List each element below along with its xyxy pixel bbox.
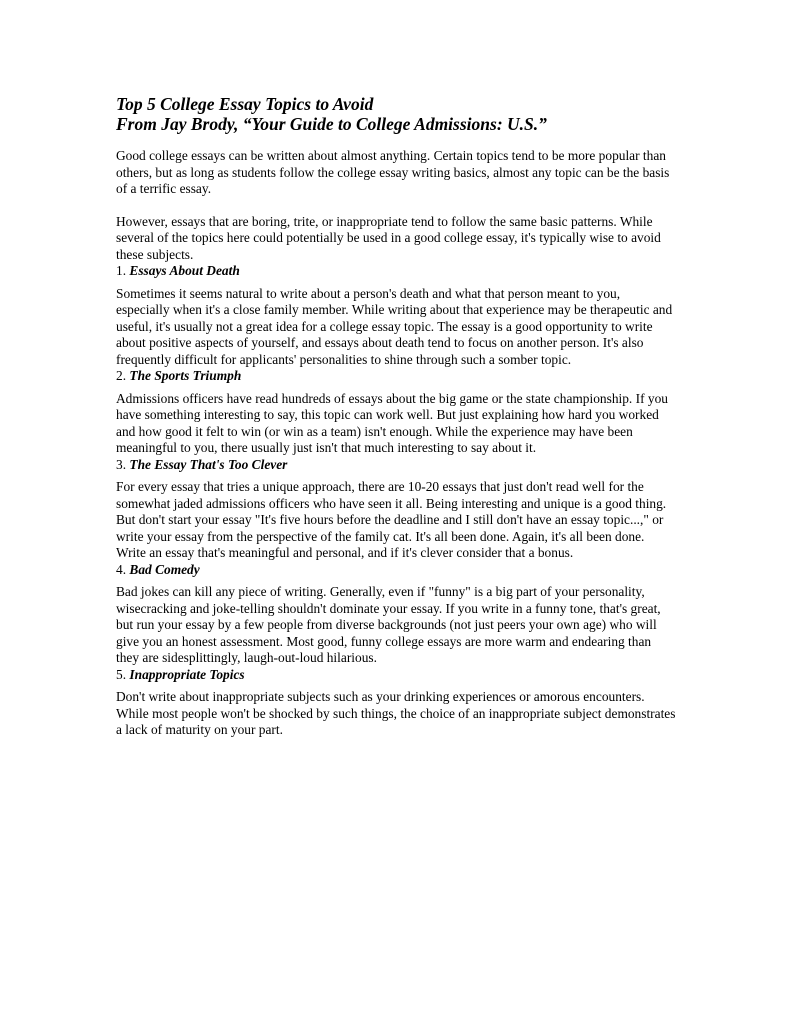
section-body-sports: Admissions officers have read hundreds of essays about the big game or the state championship. If you have something interesting to say, this topic can work well. But just explaining how hard you worked and how good it felt to win (or win as a team) isn't enough. While the experience may have been meaningful to you, there usually just isn't that much interesting to say about it. <box>116 390 668 455</box>
section-title: The Sports Triumph <box>129 368 242 383</box>
title-line-1: Top 5 College Essay Topics to Avoid <box>116 94 374 114</box>
section-number: 5. <box>116 666 127 682</box>
section-number: 1. <box>116 263 127 278</box>
section-heading-clever <box>116 457 676 474</box>
section-body-clever: For every essay that tries a unique approach, there are 10-20 essays that just don't read well for the somewhat jaded admissions officers who have seen it all. Being interesting and unique is a good thing. But don't start your essay "It's five hours before the deadline and I still don't have an essay topic...," or write your essay from the perspective of the family cat. It's all been done. Again, it's all been done. Write an essay that's meaningful and personal, and if it's clever consider that a bonus. <box>116 479 667 560</box>
section-title: Inappropriate Topics <box>129 666 245 682</box>
document-page <box>116 94 676 739</box>
intro-paragraph-1: Good college essays can be written about almost anything. Certain topics tend to be more popular than others, but as long as students follow the college essay writing basics, almost any topic can be the basis of a terrific essay. <box>116 148 670 196</box>
section-title: Bad Comedy <box>129 561 200 577</box>
title-line-2: From Jay Brody, “Your Guide to College Admissions: U.S.” <box>116 114 547 134</box>
section-body-death: Sometimes it seems natural to write about a person's death and what that person meant to you, especially when it's a close family member. While writing about that experience may be therapeutic and useful, it's usually not a great idea for a college essay topic. The essay is a good opportunity to write about positive aspects of yourself, and essays about death tend to focus on another person. It's also frequently difficult for applicants' personalities to shine through such a somber topic. <box>116 285 673 367</box>
section-title: Essays About Death <box>129 263 240 278</box>
section-heading-death <box>116 263 676 280</box>
section-title: The Essay That's Too Clever <box>129 456 288 472</box>
section-heading-inappropriate <box>116 667 676 684</box>
section-body-inappropriate: Don't write about inappropriate subjects such as your drinking experiences or amorous encounters. While most people won't be shocked by such things, the choice of an inappropriate subject demonstrates a lack of maturity on your part. <box>116 689 676 737</box>
section-number: 4. <box>116 561 127 577</box>
document-title <box>116 94 676 134</box>
section-heading-sports <box>116 368 676 385</box>
section-number: 2. <box>116 368 127 383</box>
section-body-comedy: Bad jokes can kill any piece of writing. Generally, even if "funny" is a big part of your personality, wisecracking and joke-telling shouldn't dominate your essay. If you write in a funny tone, that's great, but run your essay by a few people from diverse backgrounds (not just peers your own age) who will give you an honest assessment. Most good, funny college essays are more warm and endearing than they are sidesplittingly, laugh-out-loud hilarious. <box>116 584 661 665</box>
intro-paragraph-2: However, essays that are boring, trite, or inappropriate tend to follow the same basic patterns. While several of the topics here could potentially be used in a good college essay, it's typically wise to avoid these subjects. <box>116 213 661 262</box>
section-heading-comedy <box>116 562 676 579</box>
section-number: 3. <box>116 456 127 472</box>
